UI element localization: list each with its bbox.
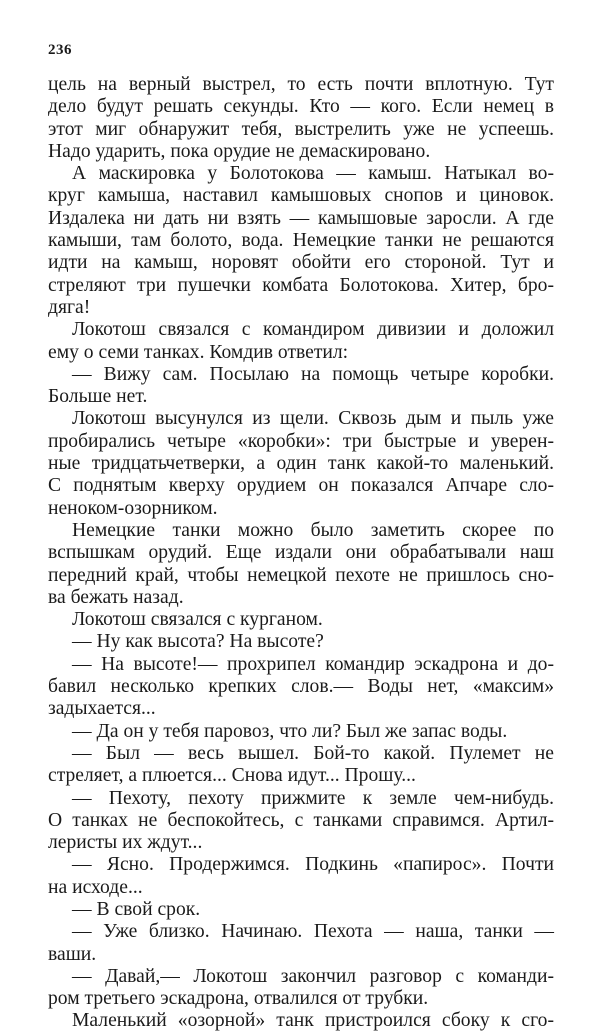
- text-line: — Вижу сам. Посылаю на помощь четыре коробки.: [72, 363, 554, 385]
- text-line: стреляют три пушечки комбата Болотокова. Хитер, бро-: [48, 274, 554, 296]
- text-line: дяга!: [48, 296, 91, 318]
- text-line: — Давай,— Локотош закончил разговор с команди-: [72, 965, 554, 987]
- text-line: — Ну как высота? На высоте?: [72, 631, 324, 653]
- text-line: Локотош связался с курганом.: [72, 609, 323, 631]
- text-line: цель на верный выстрел, то есть почти вплотную. Тут: [48, 74, 554, 95]
- page-number: 236: [48, 42, 72, 58]
- text-line: Локотош связался с командиром дивизии и доложил: [72, 319, 554, 341]
- text-line: ром третьего эскадрона, отвалился от трубки.: [48, 988, 429, 1010]
- text-line: задыхается...: [48, 698, 156, 720]
- text-line: — Да он у тебя паровоз, что ли? Был же запас воды.: [72, 720, 508, 742]
- text-line: на исходе...: [48, 876, 143, 898]
- text-line: камыши, там болото, вода. Немецкие танки не решаются: [48, 230, 554, 252]
- text-line: этот миг обнаружит тебя, выстрелить уже не успеешь.: [48, 118, 554, 140]
- text-line: Локотош высунулся из щели. Сквозь дым и пыль уже: [72, 408, 554, 430]
- text-line: Надо ударить, пока орудие не демаскировано.: [48, 140, 431, 162]
- text-line: пробирались четыре «коробки»: три быстрые и уверен-: [48, 430, 554, 452]
- text-line: — На высоте!— прохрипел командир эскадрона и до-: [72, 653, 554, 675]
- text-line: — Уже близко. Начинаю. Пехота — наша, танки —: [72, 921, 554, 943]
- text-line: А маскировка у Болотокова — камыш. Натыкал во-: [72, 163, 554, 185]
- text-line: С поднятым кверху орудием он показался Апчаре сло-: [48, 475, 554, 497]
- text-line: неноком-озорником.: [48, 497, 218, 519]
- text-line: — Был — весь вышел. Бой-то какой. Пулемет не: [72, 742, 554, 764]
- text-line: вспышкам орудий. Еще издали они обрабатывали наш: [48, 542, 554, 564]
- text-line: круг камыша, наставил камышовых снопов и циновок.: [48, 185, 554, 207]
- text-line: ваши.: [48, 943, 97, 965]
- text-line: дело будут решать секунды. Кто — кого. Если немец в: [48, 96, 554, 118]
- text-line: Немецкие танки можно было заметить скорее по: [72, 519, 554, 541]
- text-line: леристы их ждут...: [48, 832, 203, 854]
- text-line: — Пехоту, пехоту прижмите к земле чем-нибудь.: [72, 787, 554, 809]
- text-line: Издалека ни дать ни взять — камышовые заросли. А где: [48, 207, 554, 229]
- text-line: ные тридцатьчетверки, а один танк какой-то маленький.: [48, 453, 554, 475]
- body-text: [48, 74, 554, 1033]
- text-line: идти на камыш, норовят обойти его стороной. Тут и: [48, 252, 554, 274]
- text-line: Больше нет.: [48, 386, 148, 408]
- text-line: Маленький «озорной» танк пристроился сбоку к сго-: [72, 1010, 554, 1032]
- text-line: — В свой срок.: [72, 898, 201, 920]
- text-line: ему о семи танках. Комдив ответил:: [48, 341, 349, 363]
- text-line: стреляет, а плюется... Снова идут... Прошу...: [48, 765, 416, 787]
- text-line: — Ясно. Продержимся. Подкинь «папирос». Почти: [72, 854, 554, 876]
- text-line: бавил несколько крепких слов.— Воды нет, «максим»: [48, 676, 554, 698]
- text-line: передний край, чтобы немецкой пехоте не пришлось сно-: [48, 564, 554, 586]
- text-line: О танках не беспокойтесь, с танками справимся. Артил-: [48, 809, 554, 831]
- text-line: ва бежать назад.: [48, 586, 184, 608]
